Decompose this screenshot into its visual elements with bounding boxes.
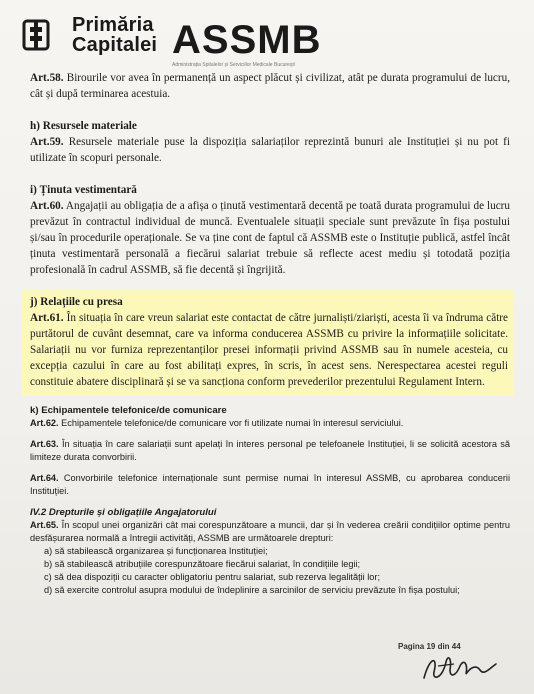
article-63 — [30, 438, 510, 464]
brand-subtitle: Administrația Spitalelor și Serviciilor Medicale București — [172, 62, 295, 68]
article-text: În scopul unei organizări cât mai corespunzătoare a muncii, dar și în vederea creării condițiilor optime pentru desfășurarea normală a întregii activități, ASSMB are următoarele drepturi: — [30, 520, 510, 543]
highlighted-section-presa — [22, 290, 514, 396]
article-text: Angajații au obligația de a afișa o ținută vestimentară decentă pe toată durata programului de lucru prevăzut în contractul individual de muncă. Eventualele situații speciale sunt prevăzute în fișa postului și/sau în procedurile operaționale. Se va ține cont de faptul că ASSMB este o Instituție publică, astfel încât ținuta vestimentară personală a fiecărui salariat trebuie să reflecte acest mediu și totodată poziția profesională în cadrul ASSMB, să fie decentă și îngrijită. — [30, 200, 510, 276]
document-body — [30, 70, 510, 597]
article-number: Art.62. — [30, 418, 59, 428]
section-title-presa: j) Relațiile cu presa — [30, 296, 123, 308]
article-61 — [30, 310, 508, 390]
article-text: Echipamentele telefonice/de comunicare vor fi utilizate numai în interesul serviciului. — [61, 418, 404, 428]
list-item: c) să dea dispoziții cu caracter obligatoriu pentru salariat, sub rezerva legalității lor; — [44, 572, 381, 582]
article-64 — [30, 472, 510, 498]
brand-line-capitalei: Capitalei — [72, 34, 158, 56]
list-item: a) să stabilească organizarea și funcționarea Instituției; — [44, 546, 268, 556]
section-title-drepturi: IV.2 Drepturile și obligațiile Angajatorului — [30, 507, 217, 518]
article-text: Birourile vor avea în permanență un aspect plăcut și civilizat, atât pe durata programului de lucru, cât și după terminarea acestuia. — [30, 72, 511, 100]
article-text: Resursele materiale puse la dispoziția salariaților reprezintă bunuri ale Instituției și nu pot fi utilizate în scopuri personale. — [30, 136, 511, 164]
brand-line-primaria: Primăria — [72, 14, 154, 36]
primaria-logo-icon — [22, 18, 50, 52]
article-text: În situația în care salariații sunt apelați în interes personal pe telefoanele Instituției, li se solicită acestora să limiteze durata convorbirii. — [30, 439, 510, 462]
article-number: Art.59. — [30, 136, 64, 148]
document-header — [14, 10, 322, 68]
section-title-echipamente: k) Echipamentele telefonice/de comunicare — [30, 405, 227, 416]
page-number: Pagina 19 din 44 — [398, 642, 461, 651]
article-text: Convorbirile telefonice internaționale sunt permise numai în interesul ASSMB, cu aprobarea conducerii Instituției. — [30, 473, 510, 496]
article-number: Art.58. — [30, 72, 64, 84]
article-58 — [30, 70, 510, 102]
article-number: Art.61. — [30, 312, 64, 324]
brand-assmb: ASSMB — [172, 18, 322, 62]
list-item: b) să stabilească atribuțiile corespunzătoare fiecărui salariat, în condițiile legii; — [44, 559, 361, 569]
list-item: d) să exercite controlul asupra modului de îndeplinire a sarcinilor de serviciu prevăzute în fișa postului; — [44, 585, 460, 595]
lower-section — [30, 396, 510, 597]
handwritten-signature-icon — [420, 650, 500, 686]
article-number: Art.60. — [30, 200, 64, 212]
article-65 — [30, 519, 510, 545]
article-60 — [30, 198, 510, 278]
article-62 — [30, 417, 510, 430]
section-title-tinuta: i) Ținuta vestimentară — [30, 184, 137, 196]
article-number: Art.64. — [30, 473, 59, 483]
article-59 — [30, 134, 510, 166]
article-text: În situația în care vreun salariat este contactat de către jurnaliști/ziariști, acesta îi va îndruma către purtătorul de cuvânt desemnat, care va informa conducerea ASSMB cu privire la informațiile solicitate. Salariații nu vor furniza reprezentanților presei informații privind ASSMB sau în numele acesteia, cu excepția cazului în care au fost abilitați expres, în scris, în acest sens. Nerespectarea acestei reguli constituie abatere disciplinară și se va sancționa conform prevederilor prezentului Regulament Intern. — [30, 312, 508, 388]
article-number: Art.65. — [30, 520, 59, 530]
article-65-list — [30, 545, 510, 597]
article-number: Art.63. — [30, 439, 59, 449]
section-title-resurse: h) Resursele materiale — [30, 120, 137, 132]
